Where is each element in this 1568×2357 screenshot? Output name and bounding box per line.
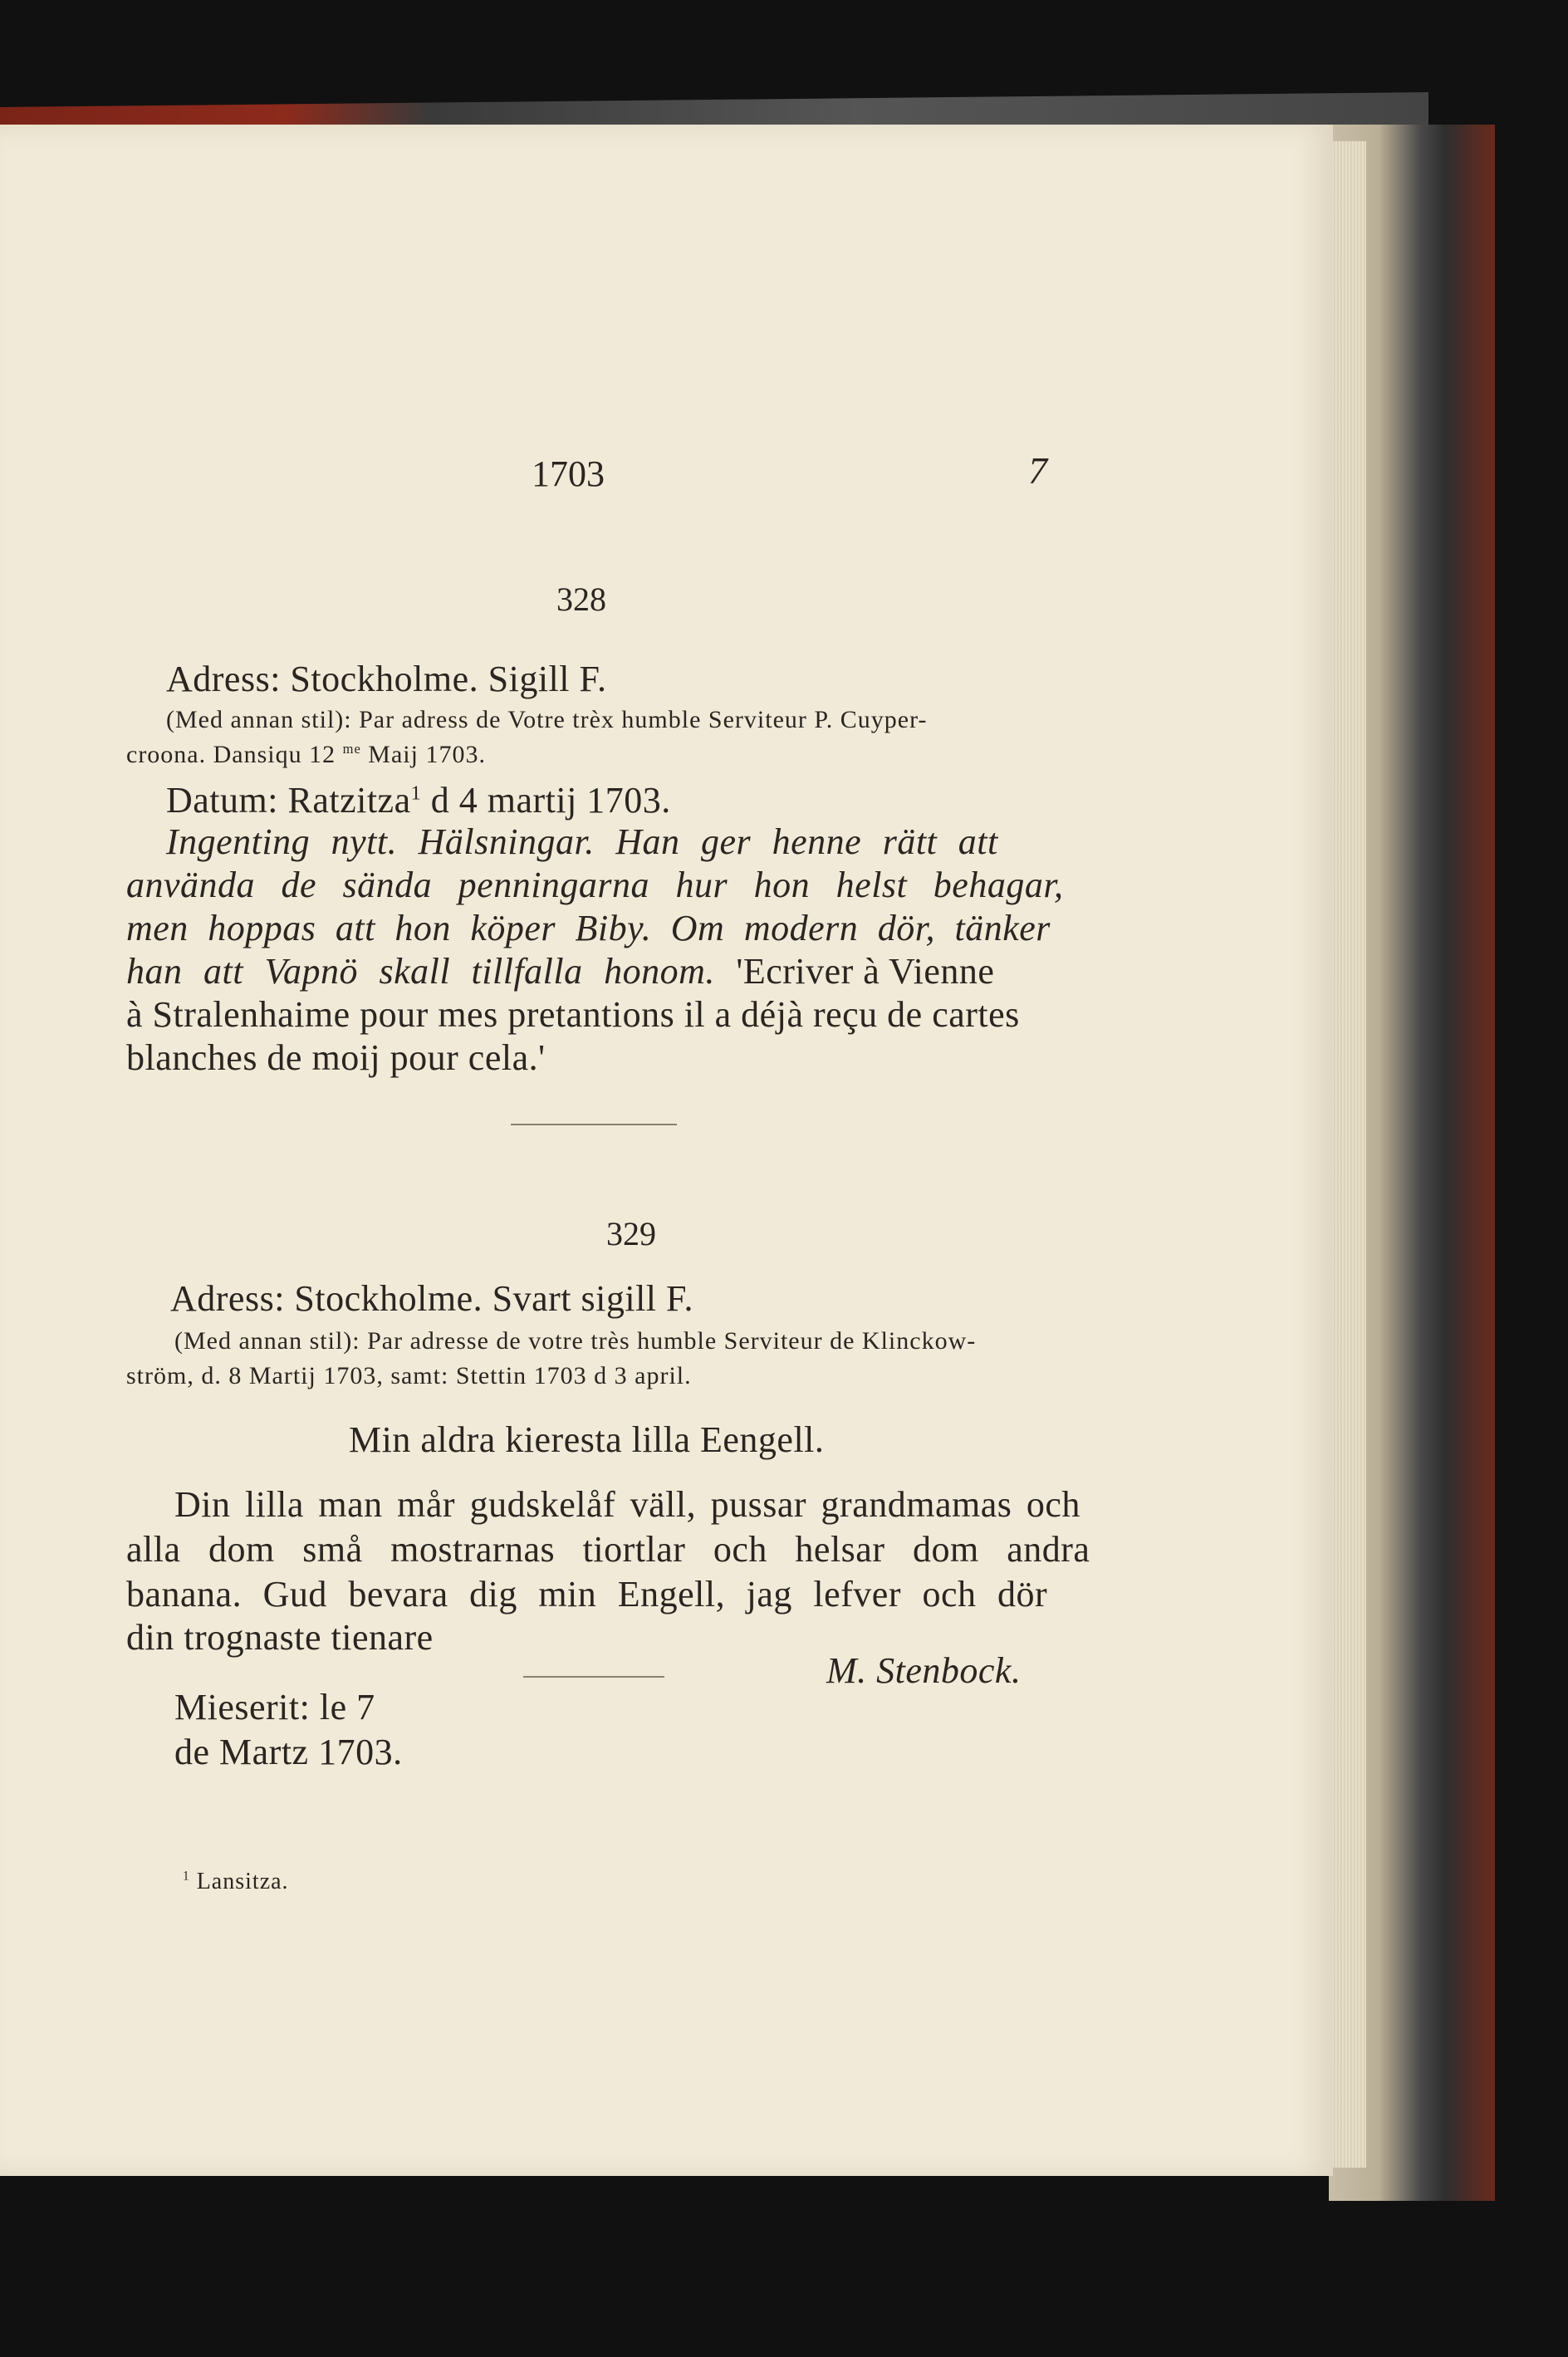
letter-328-body-line4: han att Vapnö skall tillfalla honom. 'Ecriver à Vienne	[126, 951, 995, 992]
letter-328-datum: Datum: Ratzitza$^1$ d 4 martij 1703.	[166, 780, 671, 821]
letter-328-body-line2: använda de sända penningarna hur hon helst behagar,	[126, 865, 1064, 905]
letter-328-french-line1: à Stralenhaime pour mes pretantions il a déjà reçu de cartes	[126, 994, 1020, 1035]
letter-328-french-line2: blanches de moij pour cela.'	[126, 1037, 546, 1078]
running-head-year: 1703	[532, 453, 605, 494]
letter-329-body-line4: din trognaste tienare	[126, 1617, 434, 1658]
letter-329-place-date-line2: de Martz 1703.	[174, 1732, 403, 1772]
letter-329-body-line2: alla dom små mostrarnas tiortlar och helsar dom andra	[126, 1529, 1090, 1570]
letter-329-note-line2: ström, d. 8 Martij 1703, samt: Stettin 1703 d 3 april.	[126, 1362, 692, 1389]
section-divider-1	[511, 1124, 677, 1125]
letter-329-place-date-line1: Mieserit: le 7	[174, 1687, 375, 1727]
letter-329-salutation: Min aldra kieresta lilla Eengell.	[349, 1419, 825, 1460]
letter-328-body-line3: men hoppas att hon köper Biby. Om modern dör, tänker	[126, 908, 1051, 948]
letter-329-note-line1: (Med annan stil): Par adresse de votre très humble Serviteur de Klinckow-	[174, 1327, 977, 1355]
letter-328-note-line1: (Med annan stil): Par adress de Votre trèx humble Serviteur P. Cuyper-	[166, 706, 928, 733]
letter-328-body-line1: Ingenting nytt. Hälsningar. Han ger henne rätt att	[166, 821, 998, 862]
letter-328-address: Adress: Stockholme. Sigill F.	[166, 659, 607, 699]
letter-number-329: 329	[606, 1215, 656, 1252]
letter-329-body-line1: Din lilla man mår gudskelåf väll, pussar grandmamas och	[174, 1484, 1080, 1525]
letter-328-note-line2: croona. Dansiqu 12 $^{me}$ Maij 1703.	[126, 741, 486, 768]
letter-329-signature: M. Stenbock.	[826, 1650, 1022, 1691]
footnote: $^1$ Lansitza.	[183, 1869, 289, 1894]
letter-329-address: Adress: Stockholme. Svart sigill F.	[170, 1278, 693, 1319]
book-page	[0, 125, 1333, 2176]
footnote-divider	[523, 1676, 664, 1678]
letter-329-body-line3: banana. Gud bevara dig min Engell, jag lefver och dör	[126, 1574, 1048, 1615]
page-number: 7	[1028, 449, 1047, 492]
letter-number-328: 328	[556, 581, 606, 618]
